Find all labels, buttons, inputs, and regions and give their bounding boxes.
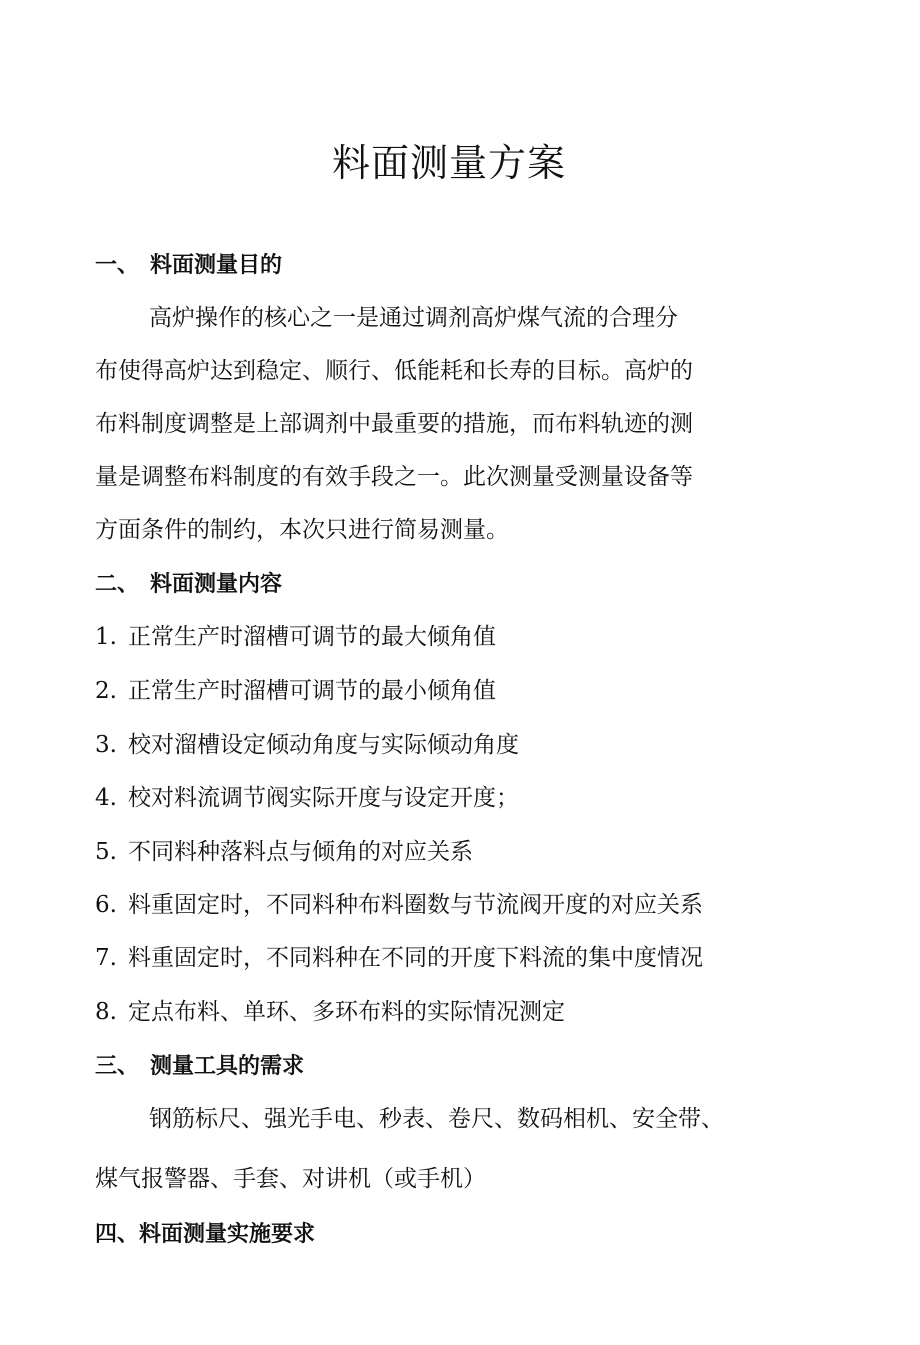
section-title: 测量工具的需求 [150,1053,305,1079]
list-item-text: 正常生产时溜槽可调节的最小倾角值 [128,678,496,704]
paragraph-line: 方面条件的制约，本次只进行简易测量。 [95,517,509,543]
section-title: 料面测量内容 [150,571,283,597]
section-number: 二、 [95,571,140,597]
paragraph-line: 量是调整布料制度的有效手段之一。此次测量受测量设备等 [95,464,693,490]
list-item-number: 3. [95,732,117,758]
list-item-number: 2. [95,678,117,704]
list-item-number: 8. [95,999,117,1025]
section-number: 一、 [95,252,140,278]
list-item-number: 7. [95,945,117,971]
list-item-text: 正常生产时溜槽可调节的最大倾角值 [128,624,496,650]
paragraph-line: 布料制度调整是上部调剂中最重要的措施，而布料轨迹的测 [95,411,693,437]
list-item [95,997,565,1027]
list-item-text: 不同料种落料点与倾角的对应关系 [128,839,473,865]
section-heading-4: 四、料面测量实施要求 [95,1221,316,1247]
list-item-text: 料重固定时，不同料种布料圈数与节流阀开度的对应关系 [128,892,703,918]
paragraph-line: 钢筋标尺、强光手电、秒表、卷尺、数码相机、安全带、 [149,1106,724,1132]
list-item-text: 校对料流调节阀实际开度与设定开度； [128,785,519,811]
list-item-text: 料重固定时，不同料种在不同的开度下料流的集中度情况 [128,945,703,971]
section-title: 料面测量目的 [150,252,283,278]
list-item-number: 1. [95,624,117,650]
list-item-text: 定点布料、单环、多环布料的实际情况测定 [128,999,565,1025]
paragraph-line: 高炉操作的核心之一是通过调剂高炉煤气流的合理分 [149,305,678,331]
list-item [95,676,496,706]
document-title: 料面测量方案 [331,141,566,185]
paragraph-line: 布使得高炉达到稳定、顺行、低能耗和长寿的目标。高炉的 [95,358,693,384]
list-item [95,783,519,813]
paragraph-line: 煤气报警器、手套、对讲机（或手机） [95,1166,486,1192]
list-item [95,943,703,973]
section-heading-1 [95,250,282,280]
list-item-number: 4. [95,785,117,811]
list-item-text: 校对溜槽设定倾动角度与实际倾动角度 [128,732,519,758]
section-heading-3 [95,1051,304,1081]
list-item [95,622,496,652]
list-item-number: 6. [95,892,117,918]
section-number: 三、 [95,1053,140,1079]
list-item-number: 5. [95,839,117,865]
list-item [95,837,473,867]
list-item [95,730,519,760]
list-item [95,890,703,920]
section-heading-2 [95,569,282,599]
